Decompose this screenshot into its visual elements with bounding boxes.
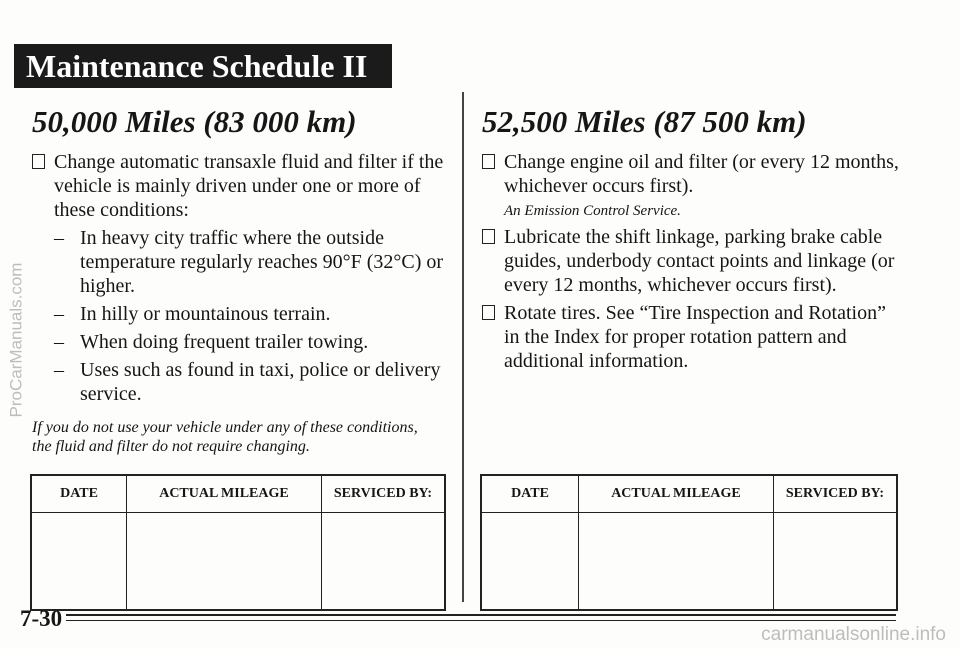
page-number: 7-30 (20, 606, 63, 631)
checkbox-icon (482, 154, 495, 169)
header-date: DATE (31, 475, 127, 513)
left-section-title: 50,000 Miles (83 000 km) (32, 104, 357, 139)
left-subitem-text: In heavy city traffic where the outside temperature regularly reaches 90°F (32°C) or higher. (80, 227, 444, 297)
checkbox-icon (482, 229, 495, 244)
right-item-rotate (482, 301, 902, 373)
right-section-title: 52,500 Miles (87 500 km) (482, 104, 807, 139)
dash-icon: – (54, 227, 64, 249)
right-column (482, 150, 902, 377)
dash-icon: – (54, 303, 64, 325)
right-item-text: Lubricate the shift linkage, parking brake cable guides, underbody contact points and linkage (or every 12 months, whichever occurs first). (504, 226, 895, 296)
right-item-lubricate (482, 225, 902, 297)
left-item-text: Change automatic transaxle fluid and filter if the vehicle is mainly driven under one or more of these conditions: (54, 151, 444, 221)
emission-note: An Emission Control Service. (504, 203, 681, 219)
mileage-cell[interactable] (579, 513, 774, 611)
checkbox-icon (482, 305, 495, 320)
header-date: DATE (481, 475, 579, 513)
header-actual-mileage: ACTUAL MILEAGE (127, 475, 322, 513)
section-banner: Maintenance Schedule II (14, 44, 392, 88)
right-item-oil (482, 150, 902, 221)
dash-icon: – (54, 331, 64, 353)
column-divider (462, 92, 464, 602)
date-cell[interactable] (31, 513, 127, 611)
header-serviced-by: SERVICED BY: (773, 475, 897, 513)
left-subitem-text: When doing frequent trailer towing. (80, 331, 369, 353)
right-item-text: Change engine oil and filter (or every 12 months, whichever occurs first). (504, 151, 899, 197)
mileage-cell[interactable] (127, 513, 322, 611)
side-watermark-text: ProCarManuals.com (6, 262, 26, 418)
left-item-transaxle (32, 150, 444, 222)
bottom-watermark: carmanualsonline.info (761, 624, 946, 645)
left-subitem-text: In hilly or mountainous terrain. (80, 303, 331, 325)
service-record-table-left (30, 474, 446, 611)
date-cell[interactable] (481, 513, 579, 611)
footer-rule (66, 620, 896, 621)
header-actual-mileage: ACTUAL MILEAGE (579, 475, 774, 513)
left-subitem (32, 330, 444, 354)
left-column (32, 150, 444, 456)
left-subitem (32, 302, 444, 326)
header-serviced-by: SERVICED BY: (321, 475, 445, 513)
checkbox-icon (32, 154, 45, 169)
right-item-text: Rotate tires. See “Tire Inspection and Rotation” in the Index for proper rotation pattern and additional information. (504, 302, 886, 372)
left-subitem (32, 358, 444, 406)
left-subitem (32, 226, 444, 298)
serviced-by-cell[interactable] (321, 513, 445, 611)
left-note: If you do not use your vehicle under any of these conditions, the fluid and filter do not require changing. (32, 419, 418, 455)
dash-icon: – (54, 359, 64, 381)
service-record-table-right (480, 474, 898, 611)
left-subitem-text: Uses such as found in taxi, police or delivery service. (80, 359, 441, 405)
footer-rule (66, 614, 896, 616)
side-watermark (4, 210, 28, 470)
serviced-by-cell[interactable] (773, 513, 897, 611)
